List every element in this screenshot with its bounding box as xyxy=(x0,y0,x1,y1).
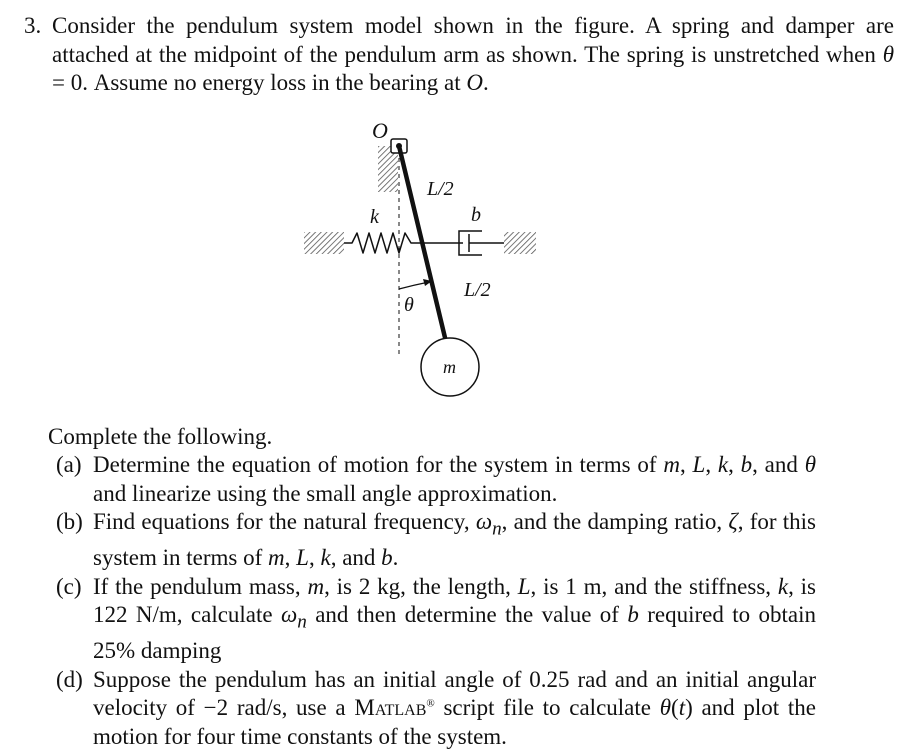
text-segment: ( xyxy=(671,695,679,721)
math-symbol: t xyxy=(678,695,686,721)
text-segment: ® xyxy=(426,697,435,710)
text-segment: Find equations for the natural frequency, xyxy=(93,509,476,534)
pendulum-figure xyxy=(290,110,590,400)
text-segment: Suppose the pendulum has an initial angle of 0.25 rad and an initial angular velocity of −2 rad/s, use a xyxy=(93,666,816,721)
text-segment: , xyxy=(728,452,741,477)
text-segment: script file to calculate xyxy=(434,695,660,721)
spring xyxy=(344,233,423,253)
text-segment: , and xyxy=(752,452,805,477)
lower-length-label: L/2 xyxy=(464,279,491,301)
angle-label: θ xyxy=(404,294,414,316)
math-symbol: L xyxy=(692,452,706,477)
math-symbol: m xyxy=(307,573,325,599)
math-symbol: L xyxy=(517,573,531,599)
problem-statement xyxy=(24,12,894,98)
part-b xyxy=(56,508,816,573)
math-symbol: ω xyxy=(475,509,493,534)
math-symbol: b xyxy=(740,452,753,477)
lead-text: Complete the following. xyxy=(48,424,273,449)
mass-label: m xyxy=(443,357,456,377)
text-segment: , xyxy=(284,545,297,571)
left-wall xyxy=(304,232,344,254)
text-segment: and linearize using the small angle approximation. xyxy=(93,480,558,506)
text-segment: , xyxy=(679,452,693,477)
math-symbol: m xyxy=(663,452,680,477)
math-symbol: θ xyxy=(804,452,816,477)
text-segment: and plot the motion for four time constants of the system. xyxy=(93,695,816,749)
math-symbol: ζ xyxy=(728,509,738,534)
text-segment: , and xyxy=(330,545,382,571)
math-symbol: L xyxy=(296,545,309,571)
part-text xyxy=(93,509,816,570)
math-symbol: n xyxy=(492,518,502,540)
part-label: (b) xyxy=(56,509,83,534)
text-segment: , xyxy=(705,452,718,477)
math-symbol: k xyxy=(777,573,789,599)
text-segment: , xyxy=(308,545,321,571)
text-segment: , is 1 m, and the stiffness, xyxy=(530,573,778,599)
text-segment: ) xyxy=(685,695,693,721)
text-segment: required to obtain 25% damping xyxy=(93,602,816,664)
text-segment: Determine the equation of motion for the system in terms of xyxy=(93,452,664,477)
text-segment: and then determine the value of xyxy=(306,602,628,628)
part-text xyxy=(93,574,816,664)
pendulum-arm xyxy=(399,146,447,346)
text-segment: . xyxy=(392,545,399,571)
text-segment: , for this system in terms of xyxy=(93,509,816,571)
math-symbol: k xyxy=(320,545,331,571)
part-label: (a) xyxy=(56,452,82,477)
problem-intro: Consider the pendulum system model shown in the figure. A spring and damper are attached at the midpoint of the pendulum arm as shown. The spring is unstretched when θ = 0. Assume no energy loss in the bearing at O. xyxy=(52,13,894,95)
math-symbol: n xyxy=(297,611,307,633)
text-segment: , and the damping ratio, xyxy=(501,509,729,534)
math-symbol: b xyxy=(627,602,639,628)
text-segment: Matlab xyxy=(354,695,427,721)
spring-label: k xyxy=(370,206,379,228)
math-symbol: k xyxy=(717,452,729,477)
problem-number: 3. xyxy=(24,13,42,38)
upper-length-label: L/2 xyxy=(427,178,454,200)
part-d xyxy=(56,666,816,752)
math-symbol: ω xyxy=(281,602,298,628)
text-segment: , is 2 kg, the length, xyxy=(324,573,518,599)
pivot-label: O xyxy=(372,118,388,143)
part-text xyxy=(93,667,816,749)
part-c xyxy=(56,573,816,666)
part-a xyxy=(56,451,816,508)
right-wall xyxy=(504,232,536,254)
math-symbol: m xyxy=(268,545,285,571)
theta-symbol: θ xyxy=(882,41,894,67)
damper-label: b xyxy=(471,204,481,226)
part-text xyxy=(93,452,816,506)
bearing-symbol: O xyxy=(466,70,483,95)
part-label: (c) xyxy=(56,573,82,599)
text-segment: , is 122 N/m, calculate xyxy=(93,573,816,628)
problem-parts xyxy=(56,451,816,751)
math-symbol: θ xyxy=(659,695,672,721)
text-segment: If the pendulum mass, xyxy=(93,573,308,599)
part-label: (d) xyxy=(56,666,83,692)
math-symbol: b xyxy=(381,545,393,571)
